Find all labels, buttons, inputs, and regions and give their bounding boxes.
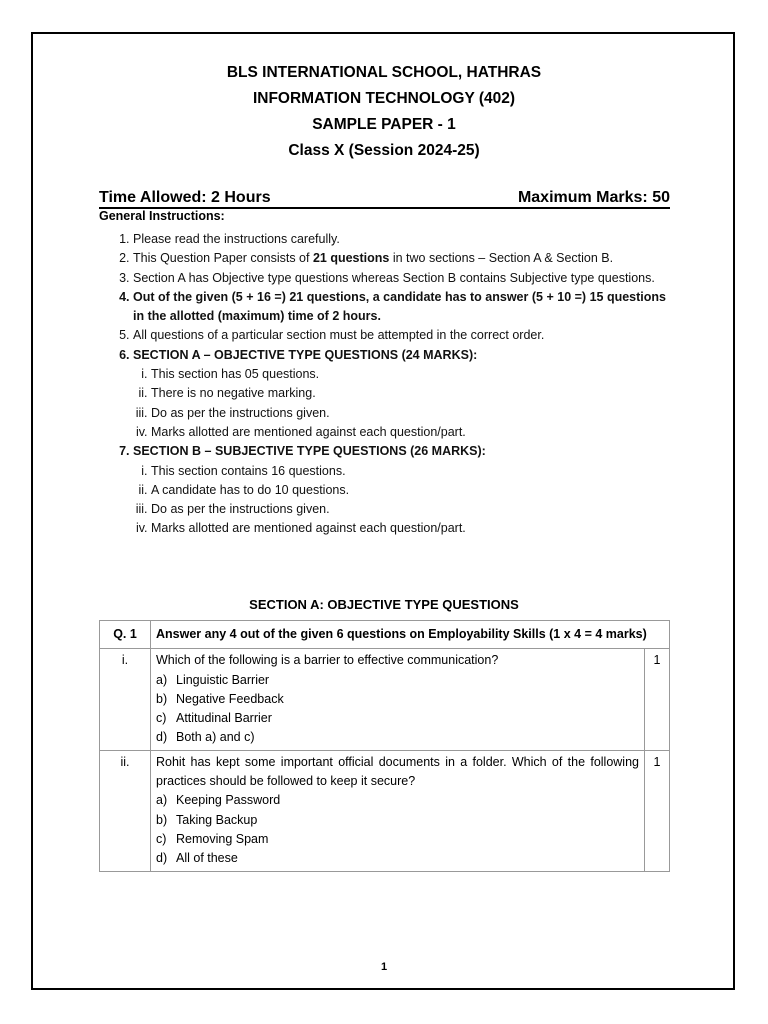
question-row: [100, 649, 670, 750]
option-label: d): [156, 730, 168, 745]
sub-question-number: i.: [100, 649, 151, 750]
questions-table: [99, 620, 670, 872]
option-label: c): [156, 711, 167, 726]
instruction-item: [133, 269, 666, 288]
page-number: 1: [380, 961, 388, 973]
instruction-text: in two sections – Section A & Section B.: [389, 251, 614, 266]
instruction-text: All questions of a particular section must be attempted in the correct order.: [133, 328, 545, 343]
instruction-bold: 21 questions: [312, 251, 390, 266]
sub-instruction: iv. Marks allotted are mentioned against each question/part.: [151, 423, 666, 442]
instruction-text: Out of the given (5 + 16 =) 21 questions, a candidate has to answer (5 + 10 =) 15 questions in the allotted (maximum) time of 2 hours.: [133, 289, 666, 324]
option-label: b): [156, 812, 168, 827]
option-item: [156, 728, 639, 747]
question-text: Rohit has kept some important official documents in a folder. Which of the following practices should be followed to keep it secure?: [156, 754, 639, 789]
option-text: Removing Spam: [176, 831, 269, 846]
question-body: [151, 649, 645, 750]
sub-instruction: ii. A candidate has to do 10 questions.: [151, 481, 666, 500]
question-body: [151, 750, 645, 871]
sub-instruction: i. This section contains 16 questions.: [151, 462, 666, 481]
instruction-item: [133, 230, 666, 249]
instruction-item: [133, 249, 666, 268]
sub-instruction: i. This section has 05 questions.: [151, 365, 666, 384]
paper-header: [0, 60, 768, 164]
question-header-row: [100, 621, 670, 649]
instruction-text: Section A has Objective type questions whereas Section B contains Subjective type questions.: [133, 270, 655, 285]
option-item: [156, 671, 639, 690]
question-marks: 1: [645, 649, 670, 750]
sub-instruction: ii. There is no negative marking.: [151, 384, 666, 403]
option-text: Keeping Password: [176, 793, 281, 808]
option-text: Both a) and c): [176, 730, 255, 745]
instruction-item: [133, 442, 666, 538]
option-text: Linguistic Barrier: [176, 672, 270, 687]
school-name: BLS INTERNATIONAL SCHOOL, HATHRAS: [226, 64, 542, 81]
option-label: d): [156, 851, 168, 866]
option-item: [156, 709, 639, 728]
option-text: Taking Backup: [176, 812, 258, 827]
option-label: c): [156, 831, 167, 846]
instruction-item: [133, 346, 666, 442]
option-text: Negative Feedback: [176, 691, 284, 706]
instruction-text: Please read the instructions carefully.: [133, 232, 340, 246]
paper-title: SAMPLE PAPER - 1: [312, 116, 456, 133]
instruction-text: SECTION B – SUBJECTIVE TYPE QUESTIONS (26 MARKS):: [133, 444, 486, 459]
question-number: Q. 1: [100, 621, 151, 649]
option-item: [156, 849, 639, 868]
option-item: [156, 830, 639, 849]
instructions-list: [99, 230, 666, 539]
option-item: [156, 690, 639, 709]
sub-question-number: ii.: [100, 750, 151, 871]
sub-instruction: iii. Do as per the instructions given.: [151, 404, 666, 423]
option-item: [156, 811, 639, 830]
class-session: Class X (Session 2024-25): [288, 142, 480, 159]
instructions-title: General Instructions:: [99, 209, 225, 223]
instruction-text: SECTION A – OBJECTIVE TYPE QUESTIONS (24 MARKS):: [133, 347, 478, 362]
instruction-item: [133, 326, 666, 345]
subject-title: INFORMATION TECHNOLOGY (402): [252, 90, 516, 107]
option-label: b): [156, 691, 168, 706]
question-text: Which of the following is a barrier to effective communication?: [156, 653, 499, 668]
sub-instruction: iv. Marks allotted are mentioned against each question/part.: [151, 519, 666, 538]
section-a-title: SECTION A: OBJECTIVE TYPE QUESTIONS: [249, 597, 519, 612]
question-instruction: Answer any 4 out of the given 6 questions on Employability Skills (1 x 4 = 4 marks): [151, 621, 670, 649]
instruction-item: [133, 288, 666, 327]
time-allowed: Time Allowed: 2 Hours: [99, 189, 271, 206]
question-row: [100, 750, 670, 871]
option-label: a): [156, 793, 168, 808]
maximum-marks: Maximum Marks: 50: [517, 189, 670, 206]
exam-meta: [99, 183, 670, 209]
option-text: Attitudinal Barrier: [176, 711, 272, 726]
sub-instruction: iii. Do as per the instructions given.: [151, 500, 666, 519]
question-marks: 1: [645, 750, 670, 871]
instruction-text: This Question Paper consists of: [133, 251, 313, 266]
option-label: a): [156, 672, 168, 687]
option-text: All of these: [176, 851, 238, 866]
option-item: [156, 791, 639, 810]
options-list: [156, 791, 639, 868]
options-list: [156, 671, 639, 748]
